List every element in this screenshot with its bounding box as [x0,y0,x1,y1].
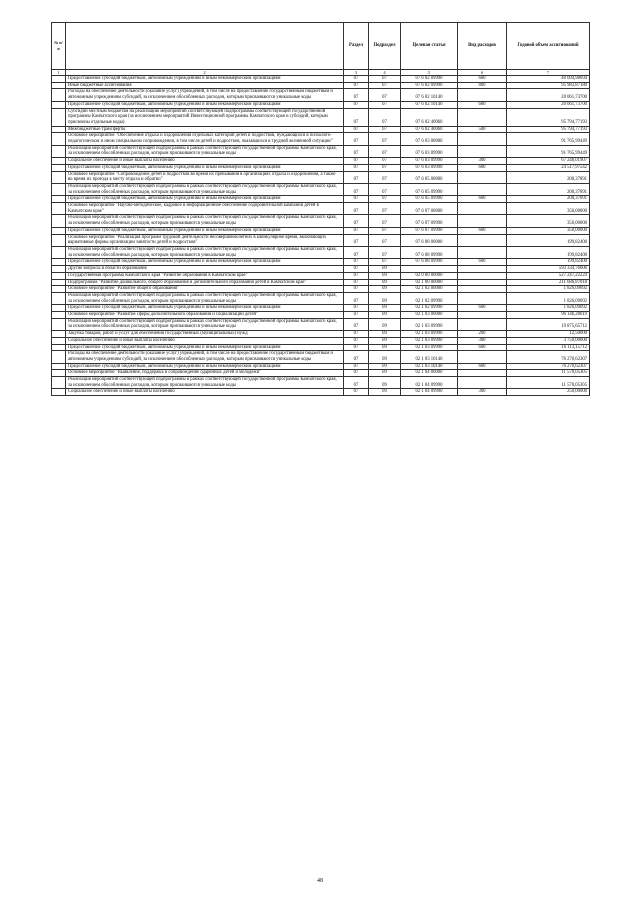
row-razdel-cell: 07 [344,145,369,157]
row-target-article-cell: 02 1 03 00000 [401,312,458,319]
row-expense-type-cell: 300 [458,389,507,396]
row-expense-type-cell: 600 [458,344,507,351]
table-row [52,272,590,279]
row-amount-cell: 200,37891 [507,196,590,203]
row-number-cell [52,292,66,304]
row-number-cell [52,286,66,293]
row-amount-cell: 12,50000 [507,331,590,338]
row-name-cell: Предоставление субсидий бюджетным, автономным учреждениям и иным некоммерческим организациям [66,101,344,108]
row-name-cell: Реализация мероприятий соответствующей подпрограммы в рамках соответствующей государственной программы Камчатского края, за исключением обособленных расходов, которым присваиваются уникальные коды [66,145,344,157]
row-amount-cell: 11 570,05305 [507,377,590,389]
row-number-cell [52,363,66,370]
row-podrazdel-cell: 07 [369,133,401,145]
table-row [52,337,590,344]
row-name-cell: Подпрограмма "Развитие дошкольного, общего образования и дополнительного образования детей в Камчатском крае" [66,279,344,286]
row-podrazdel-cell: 07 [369,158,401,165]
budget-table [51,22,590,396]
row-razdel-cell: 07 [344,389,369,396]
row-razdel-cell: 07 [344,259,369,266]
row-name-cell: Предоставление субсидий бюджетным, автономным учреждениям и иным некоммерческим организациям [66,164,344,171]
row-number-cell [52,171,66,183]
table-header-row [52,23,590,70]
row-expense-type-cell: 300 [458,158,507,165]
row-podrazdel-cell: 07 [369,164,401,171]
table-row [52,370,590,377]
row-target-article-cell: 02 1 04 09990 [401,389,458,396]
row-amount-cell: 593 334,76606 [507,266,590,273]
row-amount-cell: 16 113,15712 [507,344,590,351]
row-number-cell [52,318,66,330]
row-expense-type-cell: 600 [458,101,507,108]
row-number-cell [52,196,66,203]
row-name-cell: Другие вопросы в области образования [66,266,344,273]
row-number-cell [52,331,66,338]
row-razdel-cell: 07 [344,215,369,227]
row-amount-cell: 1 826,09092 [507,305,590,312]
row-target-article-cell: 07 6 07 09990 [401,227,458,234]
page-number: 48 [317,878,323,884]
row-name-cell: Предоставление субсидий бюджетным, автономным учреждениям и иным некоммерческим организациям [66,227,344,234]
row-podrazdel-cell: 09 [369,279,401,286]
row-amount-cell: 96 146,28019 [507,312,590,319]
table-row [52,312,590,319]
row-podrazdel-cell: 07 [369,203,401,215]
row-name-cell: Предоставление субсидий бюджетным, автономным учреждениям и иным некоммерческим организациям [66,259,344,266]
row-amount-cell: 199,82400 [507,246,590,258]
row-expense-type-cell: 600 [458,164,507,171]
row-razdel-cell: 07 [344,76,369,83]
row-target-article-cell: 07 6 05 09990 [401,196,458,203]
row-podrazdel-cell: 09 [369,331,401,338]
row-target-article-cell: 07 6 08 00000 [401,234,458,246]
row-podrazdel-cell: 09 [369,337,401,344]
row-podrazdel-cell: 09 [369,318,401,330]
row-expense-type-cell [458,133,507,145]
table-row [52,266,590,273]
row-target-article-cell: 02 1 02 09990 [401,305,458,312]
table-row [52,203,590,215]
row-number-cell [52,246,66,258]
column-number: 3 [344,70,369,76]
row-razdel-cell: 07 [344,363,369,370]
row-podrazdel-cell: 07 [369,76,401,83]
header-number: № п/п [52,23,66,70]
row-razdel-cell: 07 [344,292,369,304]
header-name [66,23,344,70]
row-expense-type-cell [458,145,507,157]
row-razdel-cell: 07 [344,183,369,195]
row-target-article-cell: 07 6 03 09990 [401,164,458,171]
row-expense-type-cell [458,203,507,215]
row-name-cell: Реализация мероприятий соответствующей подпрограммы в рамках соответствующей государственной программы Камчатского края, за исключением обособленных расходов, которым присваиваются уникальные коды [66,246,344,258]
row-target-article-cell: 07 6 07 00000 [401,203,458,215]
table-row [52,126,590,133]
row-expense-type-cell: 200 [458,331,507,338]
row-amount-cell: 76 270,62307 [507,351,590,363]
row-number-cell [52,377,66,389]
row-name-cell: Основное мероприятие "Развитие сферы дополнительного образования и социализации детей" [66,312,344,319]
row-podrazdel-cell: 07 [369,215,401,227]
row-target-article-cell: 07 6 08 09990 [401,246,458,258]
row-podrazdel-cell: 09 [369,370,401,377]
row-target-article-cell: 02 1 00 00000 [401,279,458,286]
row-name-cell: Межбюджетные трансферты [66,126,344,133]
table-row [52,344,590,351]
row-number-cell [52,101,66,108]
table-row [52,89,590,101]
row-amount-cell: 95 794,77193 [507,126,590,133]
row-razdel-cell: 07 [344,286,369,293]
row-name-cell: Закупка товаров, работ и услуг для обеспечения государственных (муниципальных) нужд [66,331,344,338]
row-target-article-cell: 07 6 03 09990 [401,145,458,157]
row-name-cell: Предоставление субсидий бюджетным, автономным учреждениям и иным некоммерческим организациям [66,305,344,312]
row-target-article-cell: 02 1 03 10140 [401,351,458,363]
header-target-article: Целевая статья [401,23,458,70]
row-razdel-cell: 07 [344,246,369,258]
row-number-cell [52,203,66,215]
table-row [52,82,590,89]
row-expense-type-cell: 500 [458,126,507,133]
row-podrazdel-cell: 07 [369,82,401,89]
row-expense-type-cell: 300 [458,337,507,344]
row-number-cell [52,227,66,234]
row-number-cell [52,370,66,377]
row-razdel-cell: 07 [344,89,369,101]
row-amount-cell: 199,82400 [507,259,590,266]
row-razdel-cell: 07 [344,164,369,171]
row-name-cell: Основное мероприятие "Реализация программ трудовой деятельности несовершеннолетних в каникулярное время, включающих вариативные формы организации занятости детей и подростков" [66,234,344,246]
row-expense-type-cell [458,89,507,101]
row-expense-type-cell: 600 [458,76,507,83]
row-amount-cell: 350,00000 [507,215,590,227]
table-row [52,158,590,165]
table-row [52,351,590,363]
row-amount-cell: 11 570,05305 [507,370,590,377]
table-row [52,259,590,266]
table-row [52,305,590,312]
row-razdel-cell: 07 [344,158,369,165]
row-razdel-cell: 07 [344,101,369,108]
row-podrazdel-cell: 09 [369,286,401,293]
row-amount-cell: 24 517,97542 [507,164,590,171]
row-target-article-cell: 02 1 03 10140 [401,363,458,370]
row-podrazdel-cell: 09 [369,292,401,304]
row-target-article-cell: 02 1 04 09990 [401,377,458,389]
row-number-cell [52,389,66,396]
row-target-article-cell: 07 6 05 00000 [401,171,458,183]
row-expense-type-cell [458,108,507,126]
row-number-cell [52,344,66,351]
table-row [52,76,590,83]
row-name-cell: Расходы на обеспечение деятельности (оказание услуг) учреждений, в том числе на предоставление государственным бюджетным и автономным учреждениям субсидий, за исключением обособленных расходов, которым присваиваются уникальные коды [66,351,344,363]
row-name-cell: Реализация мероприятий соответствующей подпрограммы в рамках соответствующей государственной программы Камчатского края, за исключением обособленных расходов, которым присваиваются уникальные коды [66,215,344,227]
row-name-cell: Реализация мероприятий соответствующей подпрограммы в рамках соответствующей государственной программы Камчатского края, за исключением обособленных расходов, которым присваиваются уникальные коды [66,292,344,304]
row-target-article-cell: 07 6 05 09990 [401,183,458,195]
row-target-article-cell: 07 6 03 09990 [401,158,458,165]
row-expense-type-cell [458,234,507,246]
table-row [52,234,590,246]
row-amount-cell: 19 875,65712 [507,318,590,330]
row-name-cell: Основное мероприятие "Сопровождение детей и подростков во время их пребывания в организациях отдыха и оздоровления, а также во время их проезда к месту отдыха и обратно" [66,171,344,183]
row-podrazdel-cell: 07 [369,227,401,234]
row-amount-cell: 95 794,77193 [507,108,590,126]
row-expense-type-cell [458,279,507,286]
row-expense-type-cell [458,351,507,363]
row-expense-type-cell: 600 [458,363,507,370]
row-name-cell: Реализация мероприятий соответствующей подпрограммы в рамках соответствующей государственной программы Камчатского края, за исключением обособленных расходов, которым присваиваются уникальные коды [66,318,344,330]
row-number-cell [52,183,66,195]
row-amount-cell: 527 247,22224 [507,272,590,279]
row-number-cell [52,337,66,344]
row-expense-type-cell [458,171,507,183]
row-expense-type-cell: 600 [458,196,507,203]
row-amount-cell: 350,00000 [507,227,590,234]
row-number-cell [52,82,66,89]
row-target-article-cell: 07 6 02 40060 [401,126,458,133]
row-expense-type-cell: 600 [458,227,507,234]
row-podrazdel-cell: 09 [369,377,401,389]
row-razdel-cell: 07 [344,279,369,286]
row-number-cell [52,305,66,312]
row-number-cell [52,234,66,246]
table-row [52,101,590,108]
row-name-cell: Субсидии местным бюджетам на реализацию мероприятий соответствующей подпрограммы соответствующей государственной программы Камчатского края (за исключением мероприятий Инвестиционной программы Камчатского края и субсидий, которым присвоены отдельные коды) [66,108,344,126]
row-expense-type-cell [458,312,507,319]
row-podrazdel-cell: 07 [369,234,401,246]
column-number: 5 [401,70,458,76]
row-expense-type-cell [458,215,507,227]
row-podrazdel-cell: 07 [369,108,401,126]
row-amount-cell: 250,00000 [507,389,590,396]
row-razdel-cell: 07 [344,344,369,351]
row-target-article-cell: 07 6 02 09990 [401,76,458,83]
row-name-cell: Предоставление субсидий бюджетным, автономным учреждениям и иным некоммерческим организациям [66,363,344,370]
row-number-cell [52,279,66,286]
row-name-cell: Основное мероприятие "Научно-методическое, кадровое и информационное обеспечение оздоровительной кампании детей в Камчатском крае" [66,203,344,215]
row-razdel-cell: 07 [344,196,369,203]
row-target-article-cell: 07 6 07 09990 [401,215,458,227]
row-name-cell: Реализация мероприятий соответствующей подпрограммы в рамках соответствующей государственной программы Камчатского края, за исключением обособленных расходов, которым присваиваются уникальные коды [66,183,344,195]
row-razdel-cell: 07 [344,234,369,246]
row-expense-type-cell: 800 [458,82,507,89]
row-amount-cell: 95 983,87180 [507,82,590,89]
row-name-cell: Основное мероприятие "Обеспечение отдыха и оздоровления отдельных категорий детей и подростков, нуждающихся в психолого-педагогическом и ином специальном сопровождении, в том числе детей и подростков, оказавшихся в трудной жизненной ситуации" [66,133,344,145]
row-name-cell: Предоставление субсидий бюджетным, автономным учреждениям и иным некоммерческим организациям [66,76,344,83]
row-razdel-cell: 07 [344,133,369,145]
row-podrazdel-cell: 07 [369,171,401,183]
table-row [52,363,590,370]
row-amount-cell: 76 270,62307 [507,363,590,370]
row-podrazdel-cell: 09 [369,312,401,319]
row-number-cell [52,312,66,319]
row-razdel-cell: 07 [344,312,369,319]
row-name-cell: Социальное обеспечение и иные выплаты населению [66,158,344,165]
row-amount-cell: 1 826,09092 [507,292,590,304]
row-podrazdel-cell: 09 [369,272,401,279]
row-name-cell: Основное мероприятие "Выявление, поддержка и сопровождение одаренных детей и молодежи" [66,370,344,377]
row-number-cell [52,126,66,133]
row-expense-type-cell [458,377,507,389]
table-body [52,76,590,396]
row-podrazdel-cell: 09 [369,344,401,351]
row-expense-type-cell [458,272,507,279]
row-expense-type-cell [458,183,507,195]
row-podrazdel-cell: 09 [369,351,401,363]
row-razdel-cell: 07 [344,370,369,377]
table-row [52,286,590,293]
table-row [52,196,590,203]
row-number-cell [52,272,66,279]
row-target-article-cell: 07 6 02 10140 [401,101,458,108]
header-razdel: Раздел [344,23,369,70]
table-row [52,215,590,227]
row-name-cell: Предоставление субсидий бюджетным, автономным учреждениям и иным некоммерческим организациям [66,344,344,351]
row-razdel-cell: 07 [344,318,369,330]
row-podrazdel-cell: 07 [369,183,401,195]
row-podrazdel-cell: 07 [369,145,401,157]
row-amount-cell: 91 765,99449 [507,133,590,145]
column-number: 4 [369,70,401,76]
row-expense-type-cell [458,286,507,293]
row-target-article-cell: 02 1 03 09990 [401,318,458,330]
row-razdel-cell: 07 [344,126,369,133]
row-amount-cell: 20 061,73700 [507,89,590,101]
row-target-article-cell: 02 1 03 09990 [401,331,458,338]
row-target-article-cell: 07 6 02 40060 [401,108,458,126]
row-number-cell [52,164,66,171]
row-podrazdel-cell: 07 [369,259,401,266]
row-razdel-cell: 07 [344,108,369,126]
row-podrazdel-cell: 09 [369,363,401,370]
row-target-article-cell: 02 1 02 00000 [401,286,458,293]
header-annual-amount: Годовой объем ассигнований [507,23,590,70]
row-podrazdel-cell: 07 [369,89,401,101]
row-amount-cell: 3 750,00000 [507,337,590,344]
row-expense-type-cell [458,370,507,377]
row-razdel-cell: 07 [344,272,369,279]
row-podrazdel-cell: 07 [369,246,401,258]
row-razdel-cell: 07 [344,377,369,389]
table-row [52,246,590,258]
row-name-cell: Реализация мероприятий соответствующей подпрограммы в рамках соответствующей государственной программы Камчатского края, за исключением обособленных расходов, которым присваиваются уникальные коды [66,377,344,389]
row-podrazdel-cell: 07 [369,101,401,108]
row-razdel-cell: 07 [344,331,369,338]
row-target-article-cell: 07 6 02 09990 [401,82,458,89]
row-number-cell [52,145,66,157]
row-razdel-cell: 07 [344,171,369,183]
row-target-article-cell [401,266,458,273]
row-name-cell: Предоставление субсидий бюджетным, автономным учреждениям и иным некоммерческим организациям [66,196,344,203]
row-amount-cell: 1 826,09092 [507,286,590,293]
column-number: 6 [458,70,507,76]
row-razdel-cell: 07 [344,82,369,89]
table-row [52,377,590,389]
row-podrazdel-cell: 09 [369,266,401,273]
row-number-cell [52,351,66,363]
row-number-cell [52,266,66,273]
row-name-cell: Иные бюджетные ассигнования [66,82,344,89]
row-number-cell [52,108,66,126]
row-podrazdel-cell: 09 [369,389,401,396]
row-target-article-cell: 02 1 03 09990 [401,344,458,351]
header-expense-type: Вид расходов [458,23,507,70]
row-razdel-cell: 07 [344,203,369,215]
row-target-article-cell: 02 1 03 09990 [401,337,458,344]
row-razdel-cell: 07 [344,337,369,344]
row-amount-cell: 91 765,99449 [507,145,590,157]
row-razdel-cell: 07 [344,266,369,273]
row-expense-type-cell [458,292,507,304]
table-row [52,331,590,338]
row-amount-cell: 200,37891 [507,183,590,195]
header-podrazdel: Подраздел [369,23,401,70]
row-number-cell [52,215,66,227]
row-amount-cell: 199,82400 [507,234,590,246]
table-row [52,133,590,145]
table-row [52,227,590,234]
table-row [52,145,590,157]
row-number-cell [52,133,66,145]
row-expense-type-cell [458,246,507,258]
row-amount-cell: 40 094,98694 [507,76,590,83]
table-row [52,292,590,304]
table-row [52,108,590,126]
row-name-cell: Социальное обеспечение и иные выплаты населению [66,389,344,396]
budget-table-sheet [51,22,589,396]
row-razdel-cell: 07 [344,351,369,363]
row-number-cell [52,89,66,101]
row-podrazdel-cell: 07 [369,196,401,203]
row-target-article-cell: 02 0 00 00000 [401,272,458,279]
table-row [52,389,590,396]
row-expense-type-cell [458,318,507,330]
row-target-article-cell: 02 1 02 09990 [401,292,458,304]
row-target-article-cell: 02 1 04 00000 [401,370,458,377]
row-amount-cell: 200,37891 [507,171,590,183]
row-name-cell: Расходы на обеспечение деятельности (оказание услуг) учреждений, в том числе на предоставление государственным бюджетным и автономным учреждениям субсидий, за исключением обособленных расходов, которым присваиваются уникальные коды [66,89,344,101]
row-podrazdel-cell: 07 [369,126,401,133]
row-name-cell: Основное мероприятие "Развитие общего образования" [66,286,344,293]
row-target-article-cell: 07 6 02 10140 [401,89,458,101]
row-number-cell [52,259,66,266]
row-number-cell [52,76,66,83]
row-name-cell: Социальное обеспечение и иные выплаты населению [66,337,344,344]
row-amount-cell: 350,00000 [507,203,590,215]
row-expense-type-cell: 600 [458,259,507,266]
row-target-article-cell: 07 6 08 09990 [401,259,458,266]
row-amount-cell: 67 248,01907 [507,158,590,165]
table-row [52,171,590,183]
row-razdel-cell: 07 [344,305,369,312]
column-number: 2 [66,70,344,76]
row-expense-type-cell [458,266,507,273]
table-row [52,279,590,286]
table-row [52,183,590,195]
row-number-cell [52,158,66,165]
column-number: 1 [52,70,66,76]
column-number: 7 [507,70,590,76]
row-target-article-cell: 07 6 03 00000 [401,133,458,145]
table-row [52,318,590,330]
table-row [52,164,590,171]
row-expense-type-cell: 600 [458,305,507,312]
row-name-cell: Государственная программа Камчатского края "Развитие образования в Камчатском крае" [66,272,344,279]
row-amount-cell: 20 061,73700 [507,101,590,108]
row-podrazdel-cell: 09 [369,305,401,312]
row-amount-cell: 211 686,87018 [507,279,590,286]
row-razdel-cell: 07 [344,227,369,234]
